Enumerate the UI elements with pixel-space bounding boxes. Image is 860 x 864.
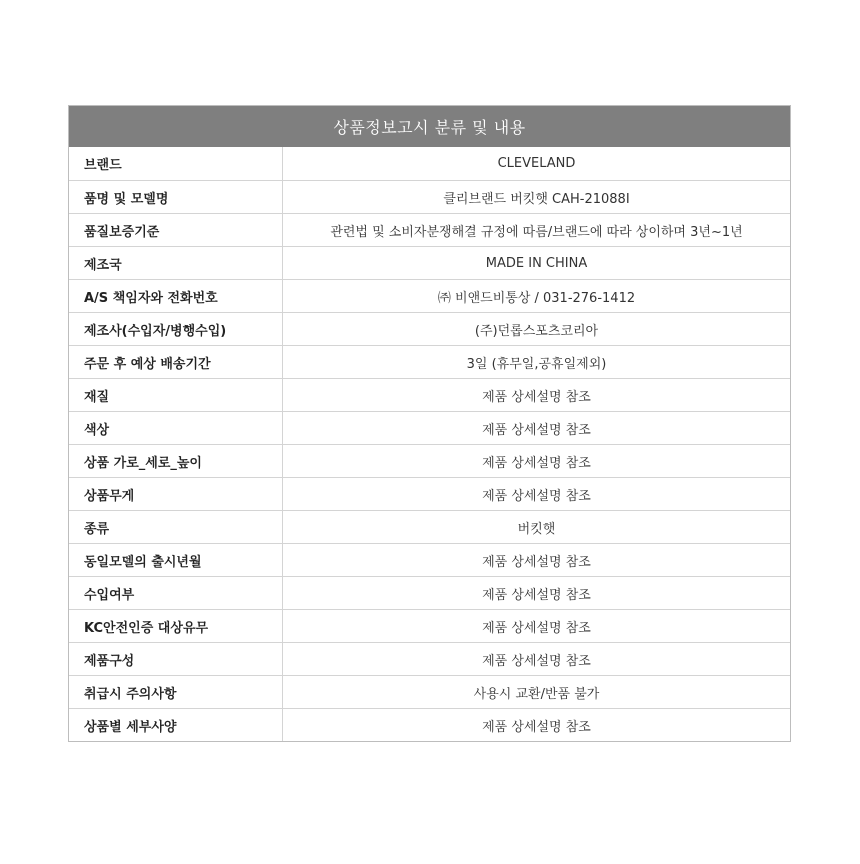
row-label: 취급시 주의사항 [69,676,283,708]
row-value: 제품 상세설명 참조 [482,488,591,504]
row-label: 종류 [69,511,283,543]
row-value: 제품 상세설명 참조 [482,620,591,636]
table-row [69,675,790,708]
row-value: 제품 상세설명 참조 [482,554,591,570]
row-label: KC안전인증 대상유무 [69,610,283,642]
row-label: 제조사(수입자/병행수입) [69,313,283,345]
table-title: 상품정보고시 분류 및 내용 [69,106,790,147]
row-label: 브랜드 [69,147,283,180]
table-row [69,246,790,279]
row-value: 제품 상세설명 참조 [482,587,591,603]
row-label: 상품 가로_세로_높이 [69,445,283,477]
row-value: 클리브랜드 버킷햇 CAH-21088I [443,191,630,207]
table-row [69,147,790,180]
row-label: 동일모델의 출시년월 [69,544,283,576]
table-body [69,147,790,741]
row-label: 품질보증기준 [69,214,283,246]
row-label: 색상 [69,412,283,444]
table-row [69,708,790,741]
row-label: 재질 [69,379,283,411]
row-value: MADE IN CHINA [485,255,588,271]
row-label: 제품구성 [69,643,283,675]
table-row [69,213,790,246]
row-value: 제품 상세설명 참조 [482,653,591,669]
table-row [69,180,790,213]
row-value: 관련법 및 소비자분쟁해결 규정에 따름/브랜드에 따라 상이하며 3년~1년 [330,224,743,240]
row-value: 제품 상세설명 참조 [482,719,591,735]
table-row [69,444,790,477]
row-label: A/S 책임자와 전화번호 [69,280,283,312]
table-row [69,279,790,312]
table-row [69,576,790,609]
row-label: 주문 후 예상 배송기간 [69,346,283,378]
row-value: 제품 상세설명 참조 [482,455,591,471]
row-label: 상품별 세부사양 [69,709,283,741]
table-row [69,609,790,642]
row-label: 상품무게 [69,478,283,510]
row-value: 제품 상세설명 참조 [482,422,591,438]
row-value: 3일 (휴무일,공휴일제외) [466,356,607,372]
row-value: 버킷햇 [517,521,556,537]
product-info-table [68,105,791,742]
row-value: ㈜ 비앤드비통상 / 031-276-1412 [437,290,636,306]
table-row [69,378,790,411]
table-row [69,510,790,543]
row-value: 사용시 교환/반품 불가 [473,686,600,702]
table-row [69,345,790,378]
row-label: 품명 및 모델명 [69,181,283,213]
table-row [69,312,790,345]
row-label: 수입여부 [69,577,283,609]
table-row [69,642,790,675]
row-value: (주)던롭스포츠코리아 [474,323,599,339]
row-label: 제조국 [69,247,283,279]
row-value: 제품 상세설명 참조 [482,389,591,405]
table-row [69,543,790,576]
row-value: CLEVELAND [497,156,576,171]
table-row [69,477,790,510]
table-row [69,411,790,444]
